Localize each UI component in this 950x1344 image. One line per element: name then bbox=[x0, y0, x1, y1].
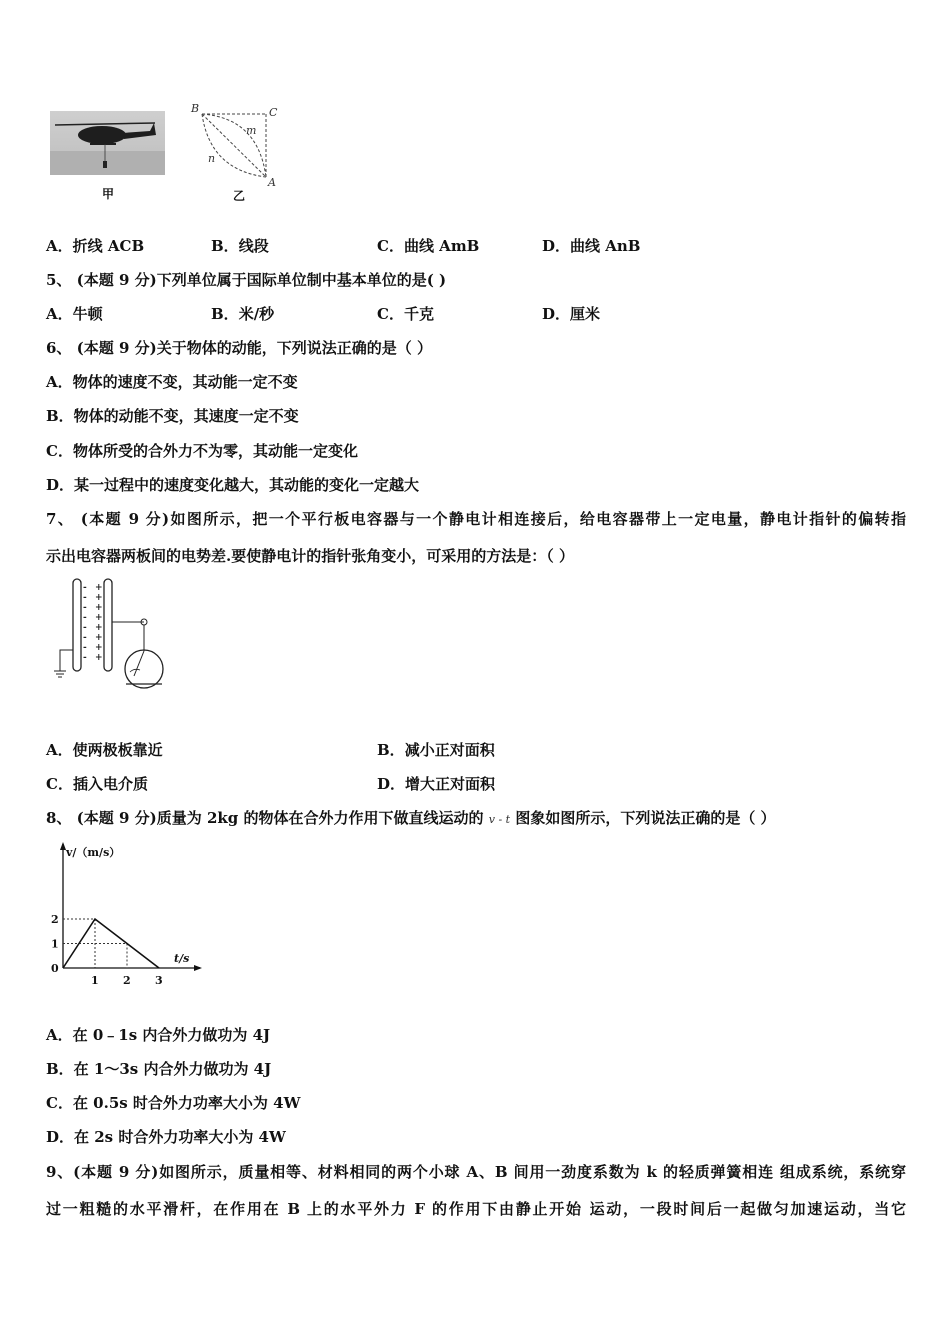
x-tick-label-3: 3 bbox=[155, 974, 163, 987]
svg-text:-: - bbox=[83, 623, 87, 633]
q5-option-a[interactable]: A．牛顿 bbox=[46, 305, 103, 323]
electrometer-case bbox=[125, 650, 163, 688]
capacitor-electrometer-diagram bbox=[48, 576, 178, 691]
q8-option-c[interactable]: C．在 0.5s 时合外力功率大小为 4W bbox=[46, 1094, 301, 1112]
q8-option-a[interactable]: A．在 0﹣1s 内合外力做功为 4J bbox=[46, 1026, 271, 1044]
x-axis-label: t/s bbox=[174, 952, 190, 965]
y-axis-label: v/（m/s） bbox=[66, 846, 121, 859]
q6-option-d[interactable]: D．某一过程中的速度变化越大，其动能的变化一定越大 bbox=[46, 476, 420, 494]
q5-option-d[interactable]: D．厘米 bbox=[542, 305, 601, 323]
label-c: C bbox=[269, 106, 278, 119]
q6-option-c[interactable]: C．物体所受的合外力不为零，其动能一定变化 bbox=[46, 442, 358, 460]
q7-option-a[interactable]: A．使两极板靠近 bbox=[46, 741, 163, 759]
q6-option-a[interactable]: A．物体的速度不变，其动能一定不变 bbox=[46, 373, 298, 391]
q8-stem bbox=[46, 808, 776, 830]
q5-stem: 5、 (本题 9 分)下列单位属于国际单位制中基本单位的是( ) bbox=[46, 271, 447, 289]
x-tick-label-0: 0 bbox=[51, 962, 59, 975]
y-tick-label-2: 2 bbox=[51, 913, 59, 926]
q8-stem-before: 8、 (本题 9 分)质量为 2kg 的物体在合外力作用下做直线运动的 bbox=[46, 809, 484, 827]
svg-text:+: + bbox=[95, 593, 103, 603]
q7-stem-line2: 示出电容器两板间的电势差.要使静电计的指针张角变小，可采用的方法是：（ ） bbox=[46, 547, 574, 565]
q4-option-a[interactable]: A．折线 ACB bbox=[46, 237, 145, 255]
svg-text:+: + bbox=[95, 643, 103, 653]
q4-option-b[interactable]: B．线段 bbox=[211, 237, 269, 255]
q7-option-d[interactable]: D．增大正对面积 bbox=[377, 775, 496, 793]
svg-text:-: - bbox=[83, 633, 87, 643]
q9-line2: 过一粗糙的水平滑杆，在作用在 B 上的水平外力 F 的作用下由静止开始 运动，一段时间后一起做匀加速运动，当它 bbox=[46, 1200, 906, 1218]
q8-option-d[interactable]: D．在 2s 时合外力功率大小为 4W bbox=[46, 1128, 286, 1146]
capacitor-plate-left bbox=[73, 579, 81, 671]
q7-stem-line1: 7、 (本题 9 分)如图所示，把一个平行板电容器与一个静电计相连接后，给电容器带上一定电量，静电计指针的偏转指 bbox=[46, 510, 906, 528]
svg-text:+: + bbox=[95, 613, 103, 623]
svg-text:-: - bbox=[83, 643, 87, 653]
q5-option-b[interactable]: B．米/秒 bbox=[211, 305, 275, 323]
svg-text:+: + bbox=[95, 623, 103, 633]
vt-symbol: v - t bbox=[488, 813, 511, 826]
svg-text:-: - bbox=[83, 593, 87, 603]
svg-text:-: - bbox=[83, 653, 87, 663]
q7-option-c[interactable]: C．插入电介质 bbox=[46, 775, 148, 793]
capacitor-plate-right bbox=[104, 579, 112, 671]
q6-stem: 6、 (本题 9 分)关于物体的动能，下列说法正确的是（ ） bbox=[46, 339, 432, 357]
figure-caption-jia: 甲 bbox=[102, 187, 115, 201]
ground-wire bbox=[60, 650, 73, 671]
q8-stem-after: 图象如图所示，下列说法正确的是（ ） bbox=[515, 809, 776, 827]
label-m: m bbox=[246, 124, 257, 137]
vt-chart bbox=[40, 838, 210, 994]
q4-option-c[interactable]: C．曲线 AmB bbox=[377, 237, 480, 255]
x-tick-label-2: 2 bbox=[123, 974, 131, 987]
figure-caption-yi: 乙 bbox=[233, 189, 246, 203]
svg-text:-: - bbox=[83, 583, 87, 593]
q4-option-d[interactable]: D．曲线 AnB bbox=[542, 237, 641, 255]
q6-option-b[interactable]: B．物体的动能不变，其速度一定不变 bbox=[46, 407, 299, 425]
label-b: B bbox=[191, 102, 200, 115]
q7-option-b[interactable]: B．减小正对面积 bbox=[377, 741, 495, 759]
svg-text:+: + bbox=[95, 583, 103, 593]
y-tick-label-1: 1 bbox=[51, 937, 59, 951]
label-a: A bbox=[268, 176, 276, 188]
q8-option-b[interactable]: B．在 1～3s 内合外力做功为 4J bbox=[46, 1060, 272, 1078]
svg-text:-: - bbox=[83, 603, 87, 613]
helicopter-icon bbox=[50, 111, 165, 175]
x-axis-arrow bbox=[194, 965, 202, 971]
label-n: n bbox=[208, 152, 216, 165]
svg-text:+: + bbox=[95, 653, 103, 663]
electrometer-needle bbox=[134, 651, 144, 676]
q9-line1: 9、(本题 9 分)如图所示，质量相等、材料相同的两个小球 A、B 间用一劲度系数为 k 的轻质弹簧相连 组成系统，系统穿 bbox=[46, 1163, 906, 1181]
svg-text:-: - bbox=[83, 613, 87, 623]
svg-text:+: + bbox=[95, 633, 103, 643]
svg-text:+: + bbox=[95, 603, 103, 613]
q5-option-c[interactable]: C．千克 bbox=[377, 305, 434, 323]
path-diagram bbox=[188, 100, 280, 188]
helicopter-photo bbox=[50, 111, 165, 175]
x-tick-label-1: 1 bbox=[91, 974, 99, 987]
